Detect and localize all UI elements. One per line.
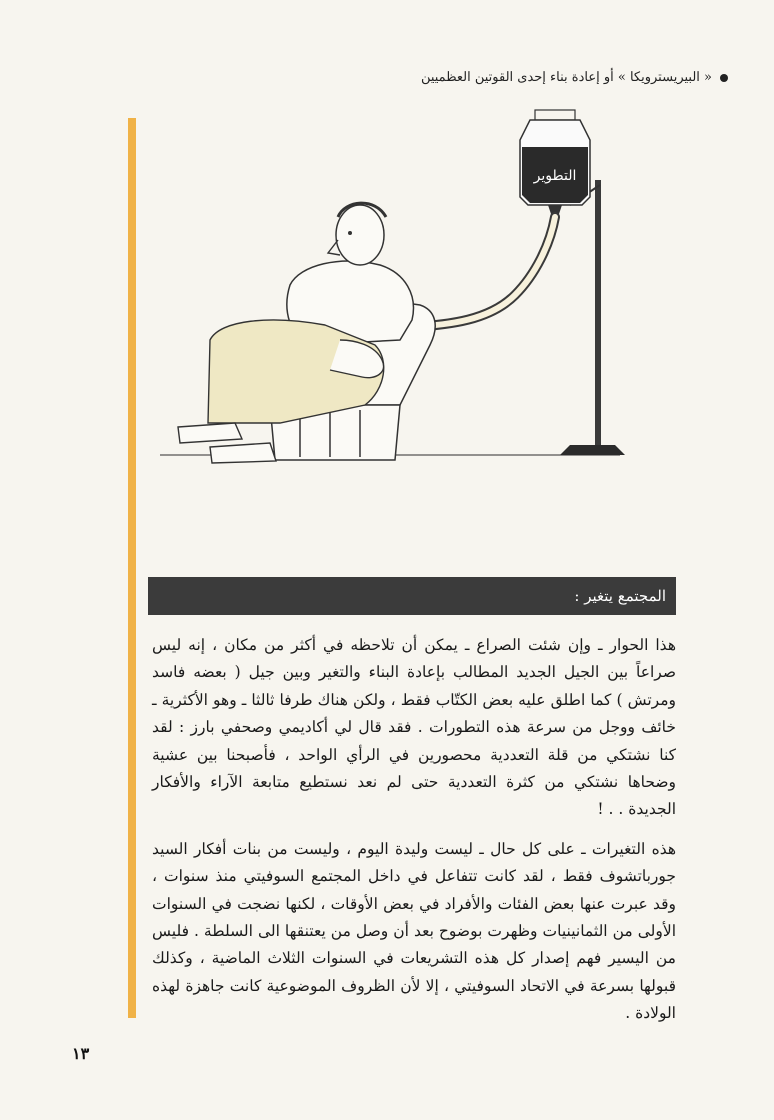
- margin-accent-rule: [128, 118, 136, 1018]
- running-title: « البيريسترويكا » أو إعادة بناء إحدى القوتين العظميين: [420, 70, 712, 85]
- iv-bottle-icon: [520, 110, 590, 217]
- body-text: [152, 632, 676, 1040]
- paragraph-1: هذا الحوار ـ وإن شئت الصراع ـ يمكن أن تلاحظه في أكثر من مكان ، إنه ليس صراعاً بين الجيل الجديد المطالب بإعادة البناء والتغير وبين جيل ( بعضه فاسد ومرتش ) كما اطلق عليه بعض الكتّاب فقط ، ولكن هناك طرفا ثالثا ـ وهو الأكثرية ـ خائف ووجل من سرعة هذه التطورات . فقد قال لي أكاديمي وصحفي بارز : لقد كنا نشتكي من قلة التعددية محصورين في الرأي الواحد ، فأصبحنا بين عشية وضحاها نشتكي من كثرة التعددية حتى لم نعد نستطيع متابعة الآراء والأفكار الجديدة . . !: [152, 636, 676, 819]
- section-heading-bar: [148, 577, 676, 615]
- running-head: [40, 70, 728, 85]
- paragraph-2: هذه التغيرات ـ على كل حال ـ ليست وليدة اليوم ، وليست من بنات أفكار السيد جورباتشوف فقط ، لقد كانت تتفاعل في داخل المجتمع السوفيتي منذ سنوات ، وقد عبرت عنها بعض الفئات والأفراد في بعض الأوقات ، لكنها نضجت في السنوات الأولى من الثمانينيات وظهرت بوضوح بعد أن وصل من يعتنقها الى السلطة . فليس من اليسير فهم إصدار كل هذه التشريعات في السنوات الثلاث الماضية ، وكذلك قبولها بسرعة في الاتحاد السوفيتي ، إلا لأن الظروف الموضوعية كانت جاهزة لهذه الولادة .: [152, 839, 676, 1023]
- bottle-label: التطوير: [533, 168, 577, 184]
- iv-stand: [560, 180, 625, 455]
- section-heading: المجتمع يتغير :: [574, 587, 666, 605]
- bullet-icon: [720, 74, 728, 82]
- page-number: ١٣: [72, 1044, 90, 1063]
- cartoon-illustration: [150, 105, 650, 485]
